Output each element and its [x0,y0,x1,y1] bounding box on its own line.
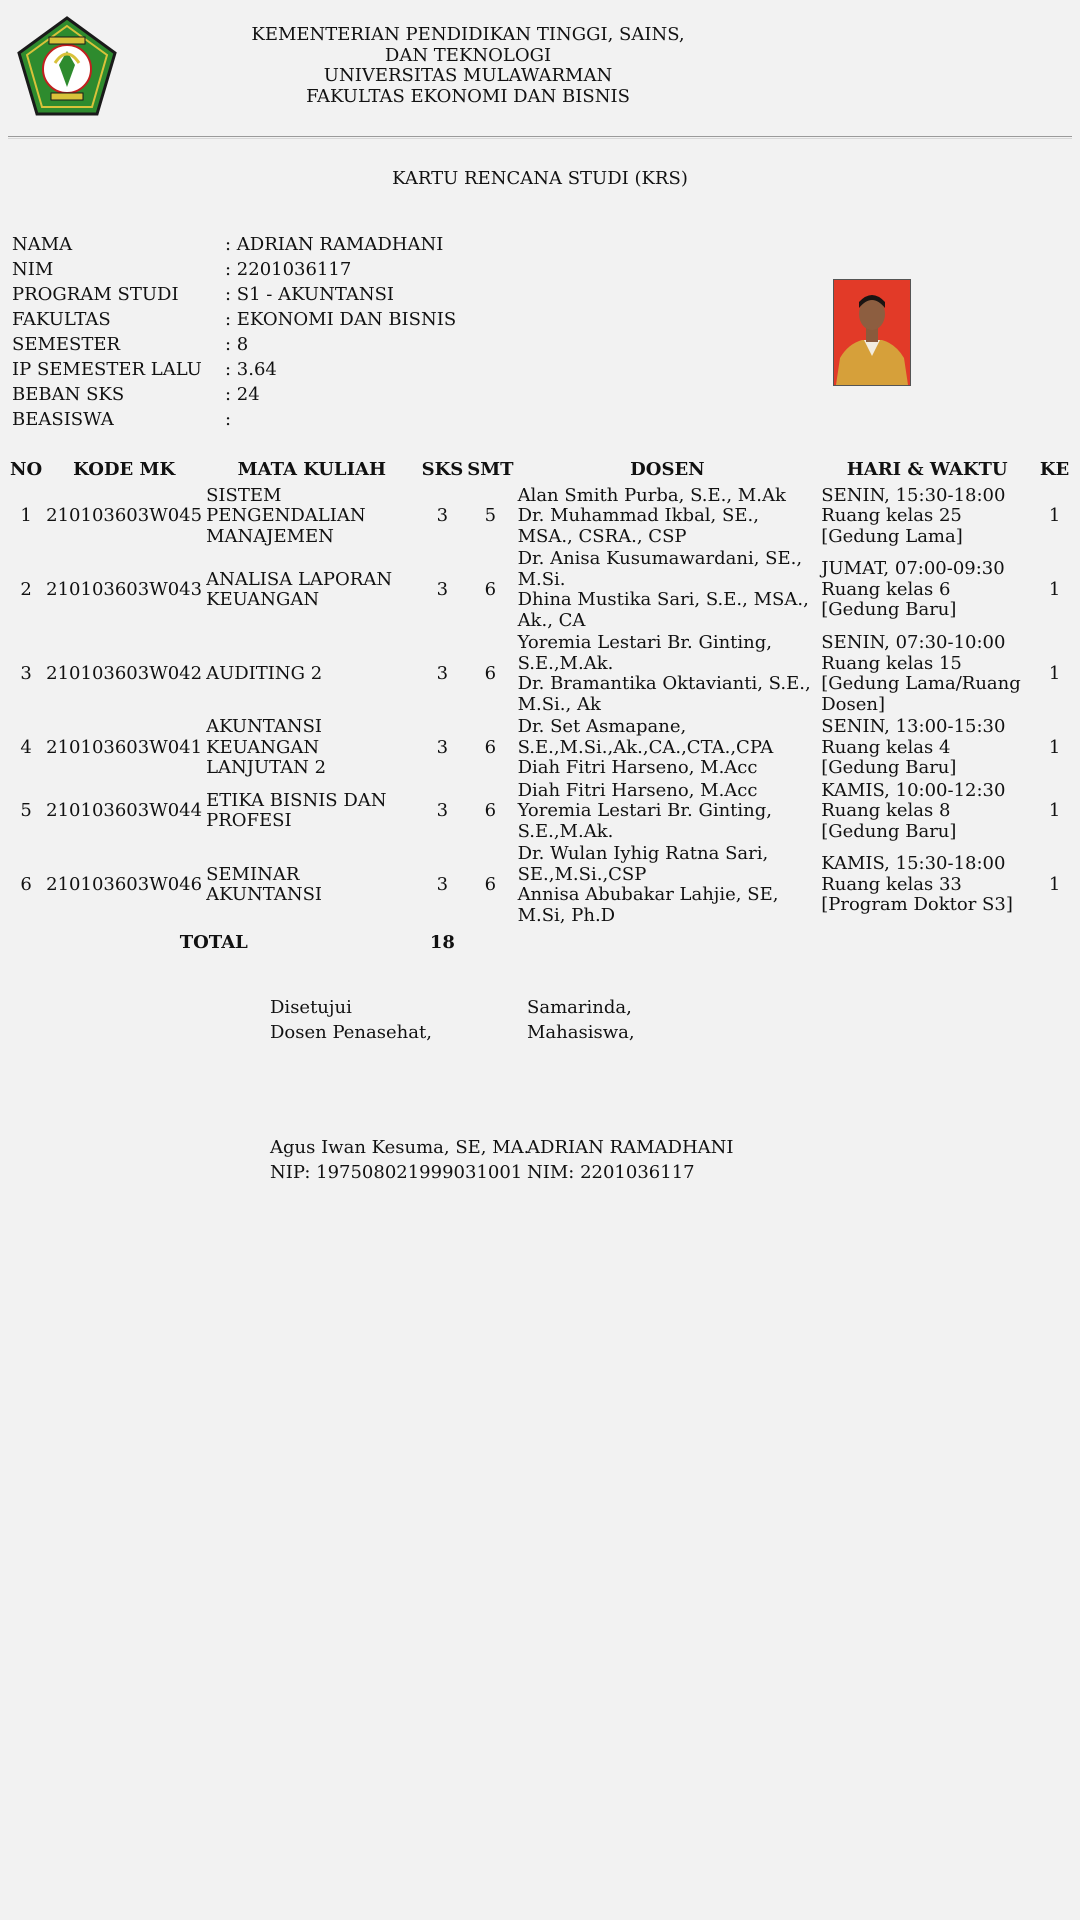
info-label: NIM [12,259,54,280]
table-total-row [8,927,1074,955]
dosen-name: Dhina Mustika Sari, S.E., MSA., Ak., CA [517,589,809,631]
info-row-beban-sks [12,382,456,407]
header-line: KEMENTERIAN PENDIDIKAN TINGGI, SAINS, [251,24,685,45]
info-value: : [225,409,232,430]
dosen-name: Alan Smith Purba, S.E., M.Ak [517,484,786,506]
cell-hari-waktu [819,632,1035,716]
info-label: SEMESTER [12,334,121,355]
signer-name: ADRIAN RAMADHANI [527,1137,734,1158]
cell-hari-waktu [819,716,1035,780]
signature-role: Mahasiswa, [527,1022,635,1043]
table-row [8,843,1074,927]
university-logo [15,15,119,119]
cell-mata-kuliah: AUDITING 2 [206,662,323,684]
institution-header [230,25,706,107]
cell-sks: 3 [436,736,449,758]
info-label: BEBAN SKS [12,384,125,405]
cell-mata-kuliah: ETIKA BISNIS DAN PROFESI [206,789,387,832]
header-line: FAKULTAS EKONOMI DAN BISNIS [306,85,630,107]
signer-id: NIP: 197508021999031001 [270,1162,523,1183]
dosen-name: Yoremia Lestari Br. Ginting, S.E.,M.Ak. [517,800,772,842]
dosen-name: Dr. Bramantika Oktavianti, S.E., M.Si., Ak [517,673,811,715]
cell-sks: 3 [436,800,449,821]
cell-sks: 3 [436,578,449,600]
cell-dosen [516,716,820,780]
cell-hari-waktu [819,548,1035,632]
cell-sks: 3 [436,662,449,684]
cell-mata-kuliah: SEMINAR AKUNTANSI [206,863,323,905]
cell-mata-kuliah: AKUNTANSI KEUANGAN LANJUTAN 2 [206,716,327,778]
student-photo [833,279,911,386]
schedule-room: Ruang kelas 15 [Gedung Lama/Ruang Dosen] [821,652,1021,715]
col-header-sks: SKS [421,459,464,480]
col-header-kode-mk: KODE MK [73,459,176,480]
signer-id: NIM: 2201036117 [527,1162,695,1183]
total-sks: 18 [429,932,455,953]
dosen-name: Annisa Abubakar Lahjie, SE, M.Si, Ph.D [517,884,779,926]
cell-smt: 5 [484,505,497,526]
signature-student-name [527,1135,734,1185]
info-value: : S1 - AKUNTANSI [225,284,395,305]
cell-ke: 1 [1048,578,1061,600]
dosen-name: Yoremia Lestari Br. Ginting, S.E.,M.Ak. [517,632,772,674]
cell-dosen [516,780,820,844]
table-row [8,632,1074,716]
signature-role: Dosen Penasehat, [270,1022,432,1043]
cell-kode: 210103603W046 [46,873,203,895]
schedule-time: SENIN, 07:30-10:00 [821,632,1006,653]
cell-hari-waktu [819,485,1035,549]
dosen-name: Diah Fitri Harseno, M.Acc [517,779,758,801]
cell-dosen [516,485,820,549]
col-header-smt: SMT [467,459,514,480]
signature-advisor-name [270,1135,529,1185]
info-label: PROGRAM STUDI [12,284,179,305]
cell-hari-waktu [819,780,1035,844]
info-value: : 24 [225,384,260,405]
cell-mata-kuliah: ANALISA LAPORAN KEUANGAN [206,568,393,610]
signature-student [527,995,635,1045]
table-row [8,548,1074,632]
table-row [8,716,1074,780]
cell-kode: 210103603W045 [46,505,203,526]
schedule-time: KAMIS, 15:30-18:00 [821,853,1006,875]
dosen-name: Dr. Anisa Kusumawardani, SE., M.Si. [517,548,803,590]
cell-no: 2 [20,578,32,600]
cell-dosen [516,548,820,632]
info-row-nama [12,232,456,257]
cell-sks: 3 [436,873,449,895]
schedule-room: Ruang kelas 6 [Gedung Baru] [821,578,957,621]
total-empty [465,927,1074,955]
cell-ke: 1 [1048,800,1061,821]
total-label: TOTAL [179,932,248,953]
info-value: : EKONOMI DAN BISNIS [225,309,457,330]
col-header-dosen: DOSEN [630,459,705,480]
info-row-ip-semester [12,357,456,382]
student-info [12,232,456,432]
schedule-time: JUMAT, 07:00-09:30 [821,558,1005,580]
info-label: NAMA [12,234,73,255]
col-header-no: NO [10,459,43,480]
table-header-row [8,459,1074,485]
schedule-room: Ruang kelas 8 [Gedung Baru] [821,800,957,842]
info-label: BEASISWA [12,409,114,430]
cell-no: 1 [20,505,32,526]
info-value: : 2201036117 [225,259,352,280]
cell-kode: 210103603W043 [46,578,203,600]
dosen-name: Dr. Wulan Iyhig Ratna Sari, SE.,M.Si.,CSP [517,843,769,885]
schedule-time: SENIN, 13:00-15:30 [821,716,1006,737]
cell-kode: 210103603W041 [46,736,203,758]
cell-smt: 6 [484,873,497,895]
header-line: UNIVERSITAS MULAWARMAN [323,65,613,86]
col-header-mata-kuliah: MATA KULIAH [237,459,386,480]
document-title: KARTU RENCANA STUDI (KRS) [392,168,688,189]
schedule-room: Ruang kelas 4 [Gedung Baru] [821,736,957,778]
header-line: DAN TEKNOLOGI [384,44,552,66]
cell-sks: 3 [436,505,449,526]
cell-ke: 1 [1048,873,1061,895]
cell-hari-waktu [819,843,1035,927]
info-value: : ADRIAN RAMADHANI [225,234,444,255]
cell-dosen [516,843,820,927]
info-label: FAKULTAS [12,309,111,330]
signature-advisor [270,995,432,1045]
cell-kode: 210103603W042 [46,662,203,684]
dosen-name: Dr. Muhammad Ikbal, SE., MSA., CSRA., CSP [517,505,759,547]
col-header-hari-waktu: HARI & WAKTU [846,459,1008,480]
info-row-beasiswa [12,407,456,432]
signature-line: Samarinda, [527,997,632,1018]
signer-name: Agus Iwan Kesuma, SE, MA. [270,1137,530,1158]
cell-ke: 1 [1048,662,1061,684]
info-value: : 3.64 [225,359,277,380]
cell-no: 4 [20,736,32,758]
cell-smt: 6 [484,662,497,684]
schedule-room: Ruang kelas 25 [Gedung Lama] [821,505,963,547]
cell-no: 6 [20,873,32,895]
cell-ke: 1 [1048,505,1061,526]
cell-ke: 1 [1048,736,1061,758]
signature-line: Disetujui [270,997,352,1018]
info-row-program-studi [12,282,456,307]
cell-mata-kuliah: SISTEM PENGENDALIAN MANAJEMEN [206,484,366,547]
info-label: IP SEMESTER LALU [12,359,202,380]
dosen-name: Dr. Set Asmapane, S.E.,M.Si.,Ak.,CA.,CTA.,CPA [517,716,774,758]
dosen-name: Diah Fitri Harseno, M.Acc [517,757,758,778]
cell-no: 3 [20,662,32,684]
schedule-room: Ruang kelas 33 [Program Doktor S3] [821,873,1013,916]
info-row-nim [12,257,456,282]
table-row [8,780,1074,844]
info-row-semester [12,332,456,357]
schedule-time: SENIN, 15:30-18:00 [821,484,1006,506]
schedule-time: KAMIS, 10:00-12:30 [821,779,1006,801]
col-header-ke: KE [1039,459,1070,480]
table-row [8,485,1074,549]
info-row-fakultas [12,307,456,332]
course-table [8,459,1074,955]
cell-kode: 210103603W044 [46,800,203,821]
cell-no: 5 [20,800,32,821]
cell-smt: 6 [484,578,497,600]
cell-smt: 6 [484,736,497,758]
info-value: : 8 [225,334,249,355]
cell-smt: 6 [484,800,497,821]
cell-dosen [516,632,820,716]
header-divider [8,136,1072,139]
